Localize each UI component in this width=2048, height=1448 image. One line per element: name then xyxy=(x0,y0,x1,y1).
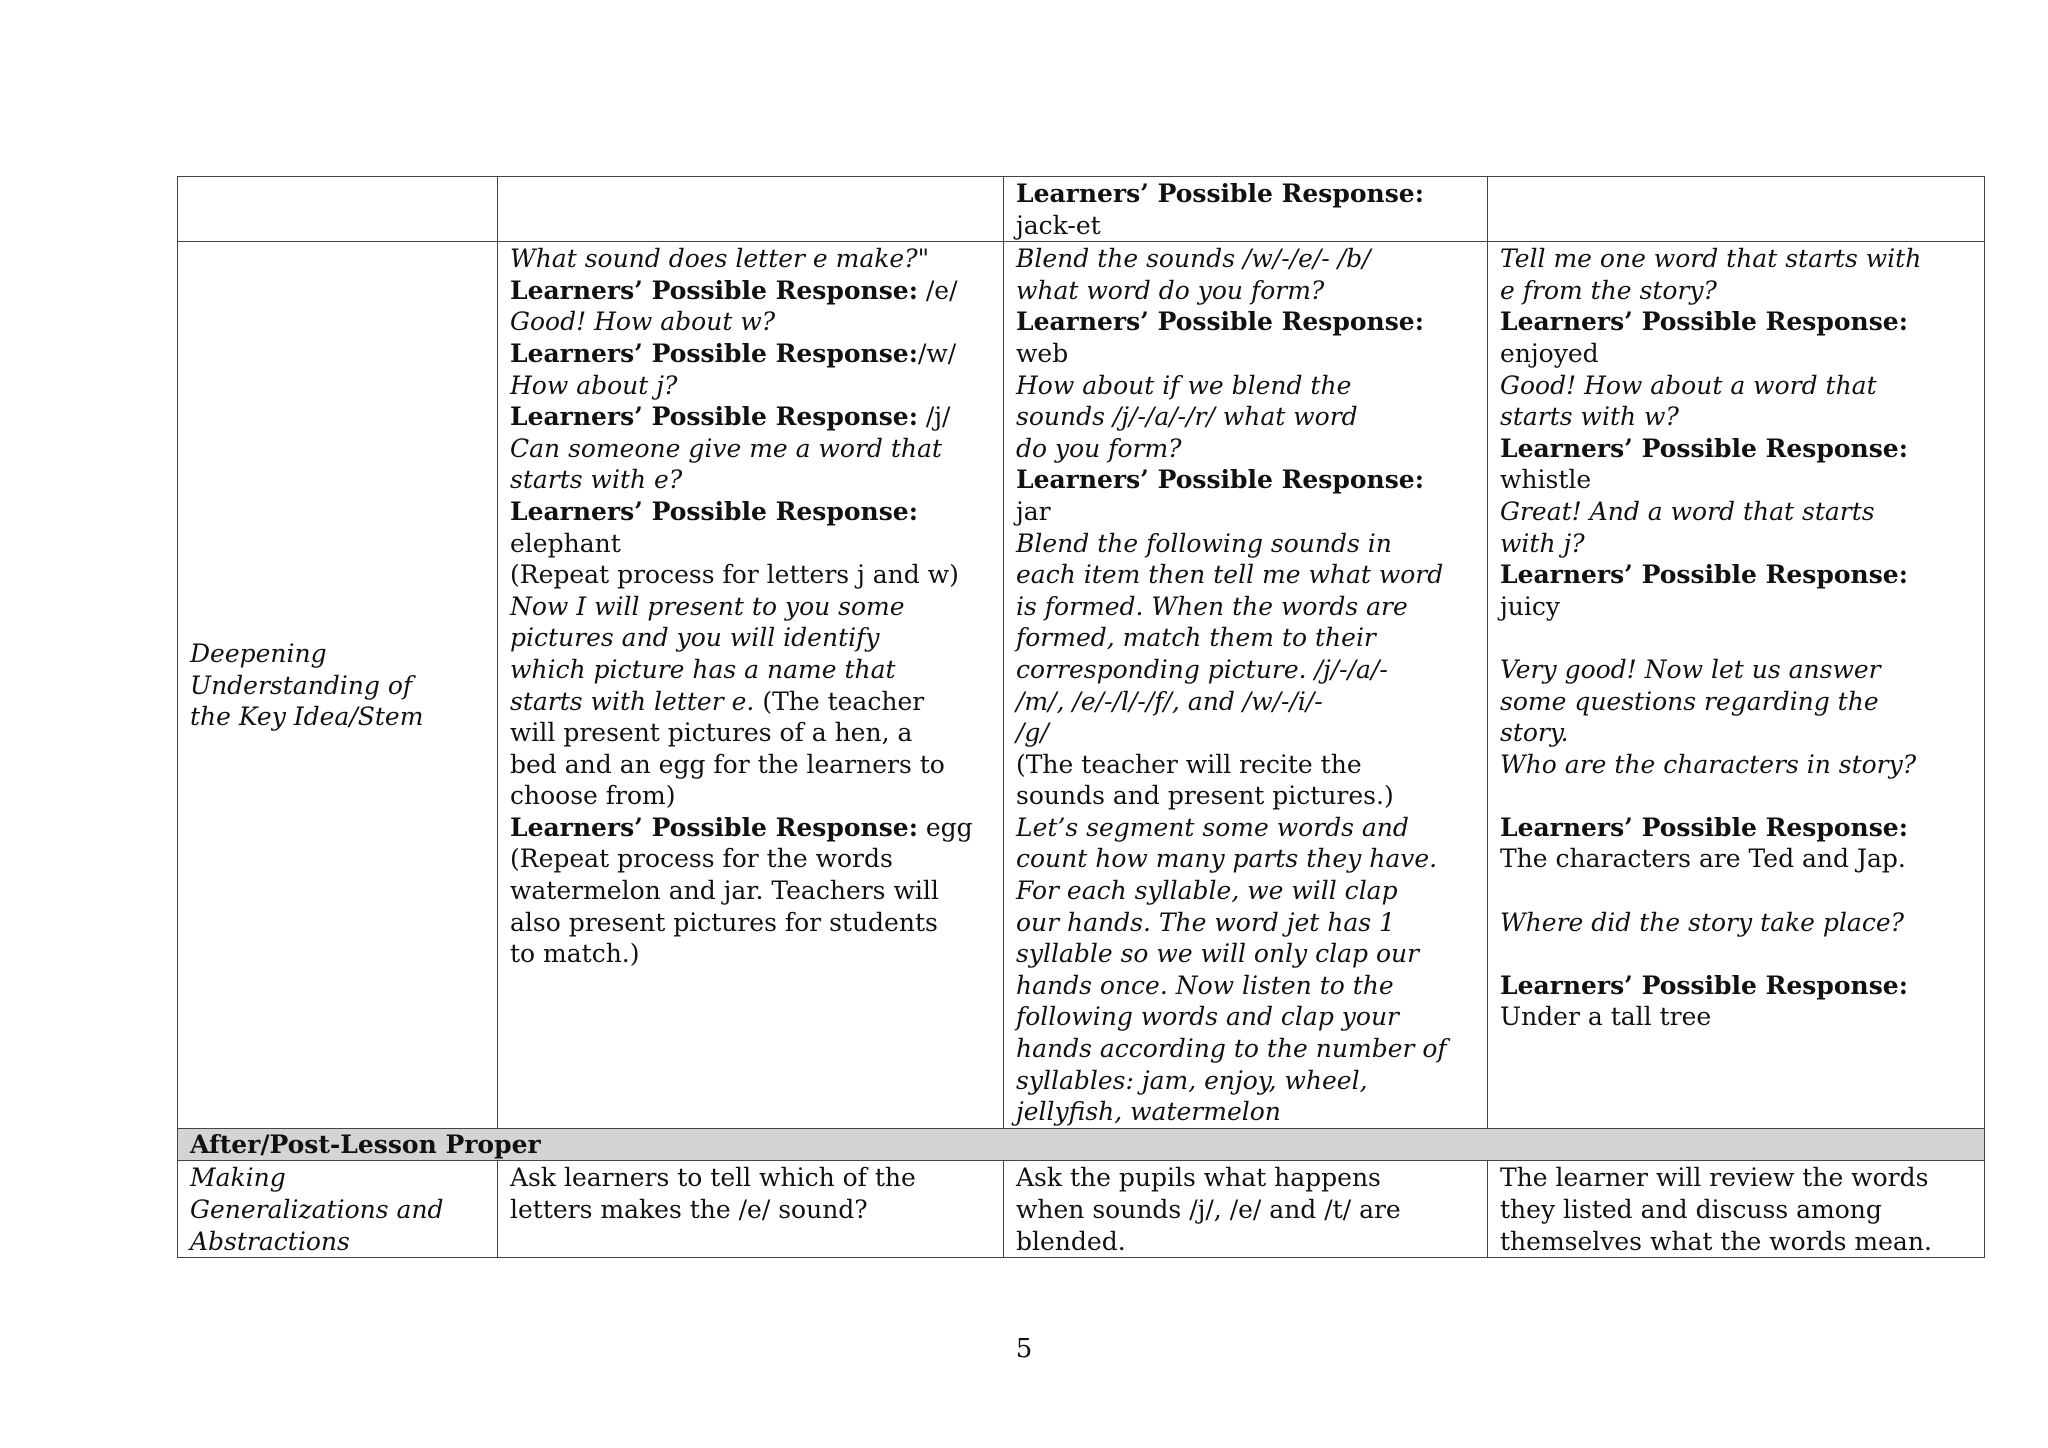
teacher-activity-cell xyxy=(498,242,1004,1129)
response-label: Learners’ Possible Response: xyxy=(1500,307,1908,337)
text-line: count how many parts they have. xyxy=(1016,844,1438,874)
text-line: some questions regarding the xyxy=(1500,686,1879,716)
text-line: corresponding picture. /j/-/a/- xyxy=(1016,654,1388,684)
text-line: syllable so we will only clap our xyxy=(1016,939,1420,969)
text-line: How about j? xyxy=(510,370,678,400)
response-value: web xyxy=(1016,338,1069,368)
text-fragment: : jam, enjoy, wheel, xyxy=(1125,1065,1368,1095)
text-line: Blend the following sounds in xyxy=(1016,528,1392,558)
text-line: our hands. The word jet has 1 xyxy=(1016,907,1395,937)
response-label: Learners’ Possible Response: xyxy=(510,496,918,526)
row-heading-deepening xyxy=(178,242,498,1129)
response-label: Learners’ Possible Response: xyxy=(510,402,918,432)
response-label: Learners’ Possible Response: xyxy=(510,338,918,368)
blending-activity-cell xyxy=(1004,242,1488,1129)
response-value: jack-et xyxy=(1016,210,1101,240)
lesson-plan-table xyxy=(177,176,1985,1258)
text-line: they listed and discuss among xyxy=(1500,1195,1882,1224)
text-line: (Repeat process for letters j and w) xyxy=(510,560,959,590)
response-label: Learners’ Possible Response: xyxy=(1500,560,1908,590)
spacer xyxy=(1500,780,1974,812)
table-cell-empty xyxy=(1488,177,1985,242)
text-line: sounds and present pictures.) xyxy=(1016,781,1394,811)
text-line: following words and clap your xyxy=(1016,1002,1400,1032)
text-line: is formed. When the words are xyxy=(1016,591,1408,621)
text-line: starts with w? xyxy=(1500,402,1679,432)
row-heading-line: the Key Idea/Stem xyxy=(190,702,424,732)
row-heading-generalizations xyxy=(178,1161,498,1258)
response-label: Learners’ Possible Response: xyxy=(1500,812,1908,842)
text-line: each item then tell me what word xyxy=(1016,560,1444,590)
text-line: How about if we blend the xyxy=(1016,370,1352,400)
table-row xyxy=(178,177,1985,242)
text-line: Let’s segment some words and xyxy=(1016,812,1409,842)
text-line: Very good! Now let us answer xyxy=(1500,654,1881,684)
response-label: Learners’ Possible Response: xyxy=(1016,179,1424,208)
text-line: For each syllable, we will clap xyxy=(1016,876,1398,906)
table-row xyxy=(178,1161,1985,1258)
text-line: Great! And a word that starts xyxy=(1500,496,1875,526)
table-cell xyxy=(1488,1161,1985,1258)
row-heading-line: Generalizations and xyxy=(190,1195,444,1224)
text-line: to match.) xyxy=(510,939,640,969)
text-fragment: starts with letter e. xyxy=(510,686,755,716)
spacer xyxy=(1500,622,1974,654)
text-line: story. xyxy=(1500,718,1569,748)
spacer xyxy=(1500,938,1974,970)
text-line: Now I will present to you some xyxy=(510,591,905,621)
page-number: 5 xyxy=(1015,1334,1033,1364)
text-line: with j? xyxy=(1500,528,1585,558)
text-line: watermelon and jar. Teachers will xyxy=(510,876,939,906)
text-line: Where did the story take place? xyxy=(1500,907,1905,937)
text-line: /g/ xyxy=(1016,718,1049,748)
text-line: bed and an egg for the learners to xyxy=(510,749,945,779)
response-value: juicy xyxy=(1500,591,1560,621)
text-line: e from the story? xyxy=(1500,275,1717,305)
text-fragment: syllables xyxy=(1016,1065,1126,1095)
spacer xyxy=(1500,875,1974,907)
text-line: Blend the sounds /w/-/e/- /b/ xyxy=(1016,244,1371,274)
story-questions-cell xyxy=(1488,242,1985,1129)
text-line: starts with e? xyxy=(510,465,683,495)
response-value: Under a tall tree xyxy=(1500,1002,1712,1032)
text-line: The learner will review the words xyxy=(1500,1163,1929,1193)
section-header-row xyxy=(178,1128,1985,1161)
text-line: hands once. Now listen to the xyxy=(1016,970,1394,1000)
response-label: Learners’ Possible Response: xyxy=(1016,465,1424,495)
response-value: whistle xyxy=(1500,465,1592,495)
row-heading-line: Deepening xyxy=(190,639,327,669)
text-line: will present pictures of a hen, a xyxy=(510,718,913,748)
text-line: Good! How about a word that xyxy=(1500,370,1877,400)
text-line: choose from) xyxy=(510,781,676,811)
response-label: Learners’ Possible Response: xyxy=(1016,307,1424,337)
response-value: /j/ xyxy=(917,402,951,432)
text-line: Can someone give me a word that xyxy=(510,433,942,463)
table-cell xyxy=(498,1161,1004,1258)
response-label: Learners’ Possible Response: xyxy=(1500,433,1908,463)
table-row xyxy=(178,242,1985,1129)
response-value: /w/ xyxy=(917,338,957,368)
text-line: pictures and you will identify xyxy=(510,623,880,653)
text-line: Tell me one word that starts with xyxy=(1500,244,1922,274)
response-value: egg xyxy=(917,812,973,842)
table-cell-empty xyxy=(178,177,498,242)
response-label: Learners’ Possible Response: xyxy=(510,275,918,305)
text-line: jellyfish, watermelon xyxy=(1016,1097,1281,1127)
text-line: themselves what the words mean. xyxy=(1500,1226,1932,1256)
text-fragment: (The teacher xyxy=(754,686,925,716)
response-value: /e/ xyxy=(917,275,958,305)
text-line: Who are the characters in story? xyxy=(1500,749,1917,779)
text-line: letters makes the /e/ sound? xyxy=(510,1195,868,1224)
table-cell xyxy=(1004,1161,1488,1258)
text-line: (Repeat process for the words xyxy=(510,844,893,874)
response-value: The characters are Ted and Jap. xyxy=(1500,844,1906,874)
text-line: what word do you form? xyxy=(1016,275,1325,305)
response-value: elephant xyxy=(510,528,621,558)
text-line: when sounds /j/, /e/ and /t/ are xyxy=(1016,1195,1401,1224)
text-line: do you form? xyxy=(1016,433,1182,463)
text-line: which picture has a name that xyxy=(510,654,896,684)
table-cell-empty xyxy=(498,177,1004,242)
text-line: /m/, /e/-/l/-/f/, and /w/-/i/- xyxy=(1016,686,1323,716)
response-value: enjoyed xyxy=(1500,338,1599,368)
text-line: Good! How about w? xyxy=(510,307,776,337)
text-line: sounds /j/-/a/-/r/ what word xyxy=(1016,402,1358,432)
section-header: After/Post-Lesson Proper xyxy=(178,1128,1985,1161)
text-line: What sound does letter e make?" xyxy=(510,244,930,274)
response-label: Learners’ Possible Response: xyxy=(1500,970,1908,1000)
text-line: blended. xyxy=(1016,1226,1126,1256)
row-heading-line: Making xyxy=(190,1163,286,1193)
table-cell-response xyxy=(1004,177,1488,242)
text-line: Ask learners to tell which of the xyxy=(510,1163,916,1193)
text-line: also present pictures for students xyxy=(510,907,938,937)
response-label: Learners’ Possible Response: xyxy=(510,812,918,842)
text-line: formed, match them to their xyxy=(1016,623,1376,653)
text-line: hands according to the number of xyxy=(1016,1034,1447,1064)
text-line: Ask the pupils what happens xyxy=(1016,1163,1381,1193)
row-heading-line: Understanding of xyxy=(190,670,413,700)
text-line: (The teacher will recite the xyxy=(1016,749,1362,779)
response-value: jar xyxy=(1016,496,1051,526)
row-heading-line: Abstractions xyxy=(190,1226,350,1256)
